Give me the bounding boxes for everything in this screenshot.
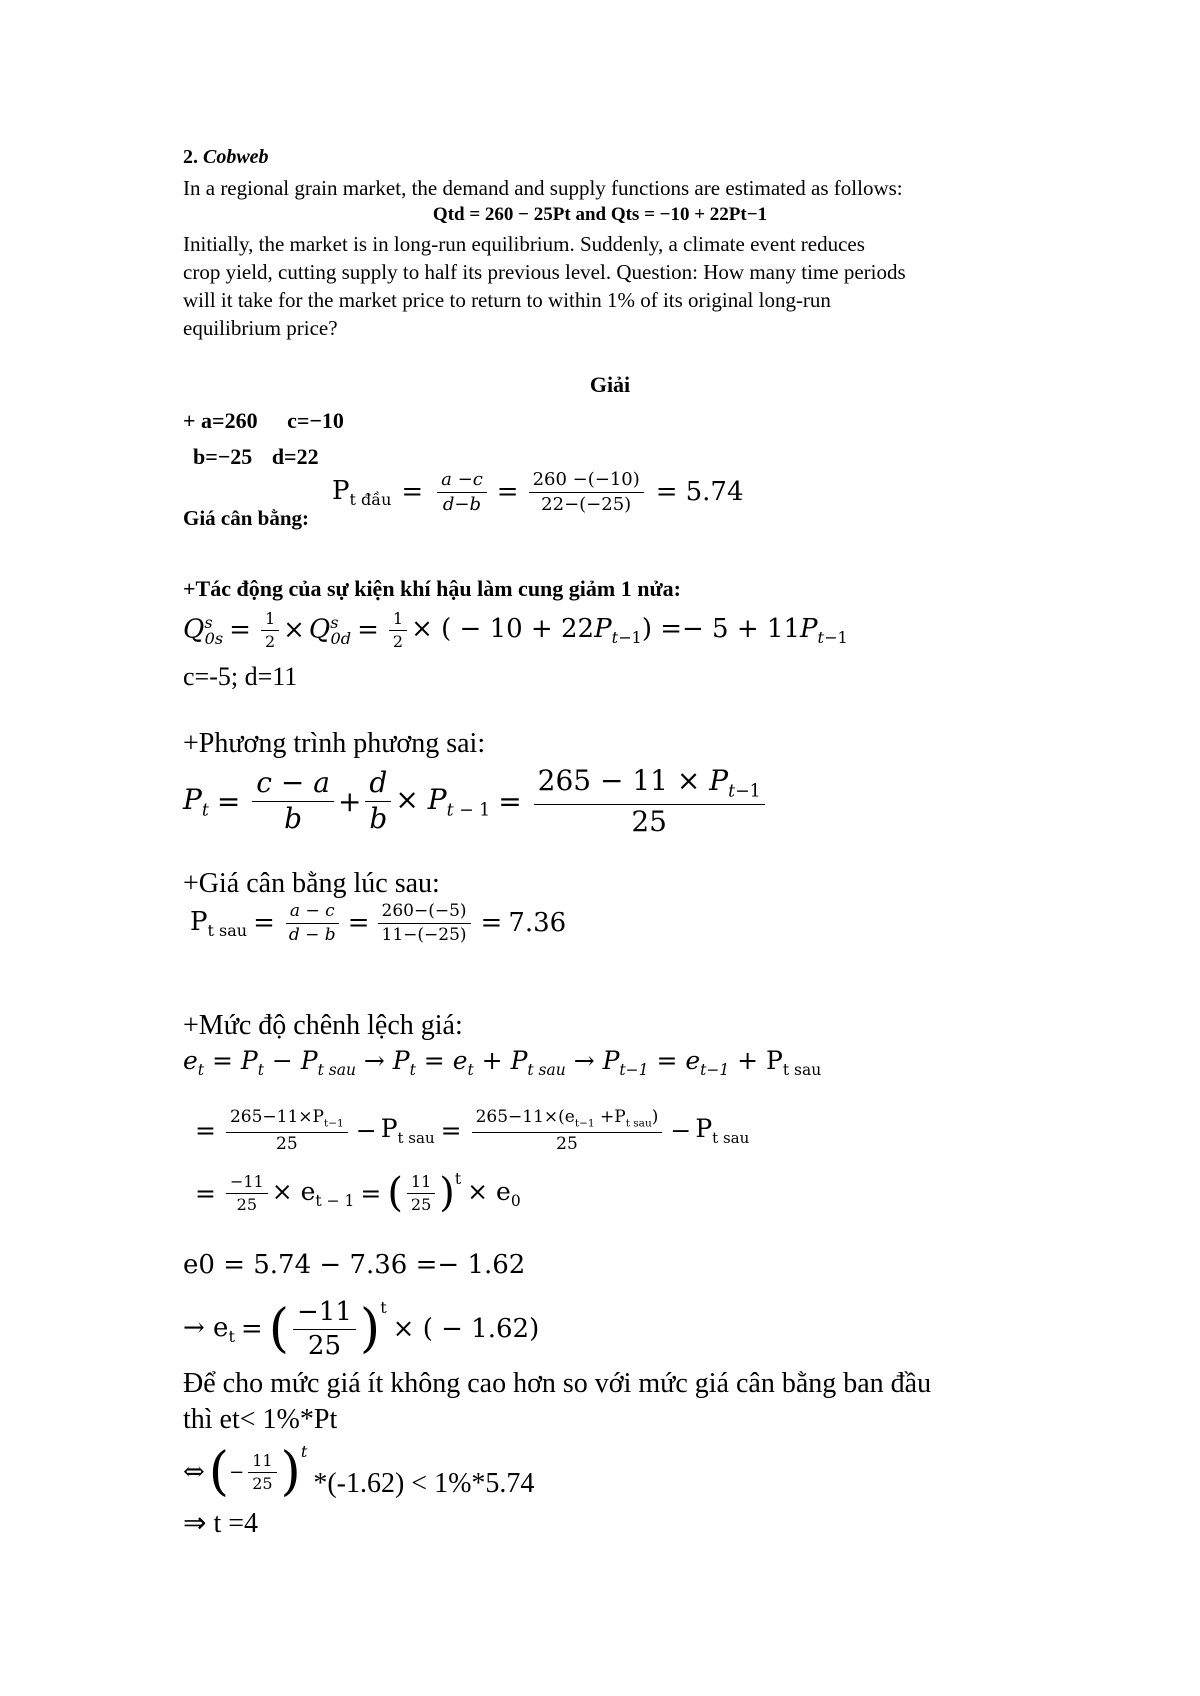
demand-equation: Qtd = 260 − 25Pt bbox=[432, 204, 571, 225]
solution-heading: Giải bbox=[589, 372, 631, 397]
step1-title: +Tác động của sự kiện khí hậu làm cung giảm 1 nửa: bbox=[183, 576, 681, 601]
step4-derivation-2: = $\frac{-11}{25}$ × $e_{t - 1}$ = ( $\frac{11}{25}$ ) $^t$ × $e_0$ bbox=[195, 1170, 521, 1216]
problem-paragraph-line: crop yield, cutting supply to half its previous level. Question: How many time periods bbox=[183, 260, 906, 284]
step4-title: +Mức độ chênh lệch giá: bbox=[183, 1010, 463, 1041]
step3-formula: $P_{t sau}$ = $\frac{a - c}{d - b}$ = $\frac{260-(-5)}{11-(-25)}$ = 7.36 bbox=[190, 901, 567, 945]
equation-and: and bbox=[575, 204, 607, 225]
problem-intro: In a regional grain market, the demand and supply functions are estimated as follows: bbox=[183, 176, 903, 200]
answer-line: ⇒ t =4 bbox=[183, 1508, 259, 1539]
supply-equation: Qts = −10 + 22Pt−1 bbox=[610, 204, 768, 225]
step3-title: +Giá cân bằng lúc sau: bbox=[183, 868, 440, 899]
param-b: b=−25 bbox=[193, 444, 253, 469]
params-line-1 bbox=[183, 408, 344, 434]
problem-title: Cobweb bbox=[203, 146, 269, 168]
problem-paragraph-line: Initially, the market is in long-run equilibrium. Suddenly, a climate event reduces bbox=[183, 232, 865, 256]
problem-paragraph-line: equilibrium price? bbox=[183, 316, 338, 340]
step1-cd: c=-5; d=11 bbox=[183, 662, 298, 691]
problem-equations bbox=[0, 204, 1200, 226]
problem-number: 2. bbox=[183, 146, 198, 168]
step2-title: +Phương trình phương sai: bbox=[183, 728, 486, 759]
step2-formula: $P_t$ = $\frac{c - a}{b}$ + $\frac{d}{b}$ × $P_{t - 1}$ = $\frac{265 - 11 \times P_{t-1}}{25}$ bbox=[183, 766, 769, 837]
params-line-2 bbox=[193, 444, 319, 470]
e0-line: e0 = 5.74 − 7.36 =− 1.62 bbox=[183, 1250, 526, 1280]
condition-line-1: Để cho mức giá ít không cao hơn so với mức giá cân bằng ban đầu bbox=[183, 1368, 932, 1399]
eq-price-formula: $P_{t đầu}$ = $\frac{a -c}{d-b}$ = $\frac{260 -(-10)}{22-(-25)}$ = 5.74 bbox=[332, 469, 744, 515]
eq-price-label: Giá cân bằng: bbox=[183, 506, 310, 530]
problem-heading bbox=[183, 146, 269, 169]
problem-paragraph-line: will it take for the market price to return to within 1% of its original long-run bbox=[183, 288, 831, 312]
param-c: c=−10 bbox=[287, 408, 344, 433]
et-formula: → $e_t$ = ( $\frac{-11}{25}$ ) $^t$ × ( − 1.62) bbox=[183, 1297, 540, 1361]
inequality-line: ⇔ ( − $\frac{11}{25}$ ) $^t$ *(-1.62) < 1%*5.74 bbox=[183, 1442, 535, 1502]
param-d: d=22 bbox=[271, 444, 319, 469]
step4-relation: $e_t = P_t - P_{t sau} \to P_t = e_t + P_{t sau} \to P_{t-1} = e_{t-1} + P_{t sau}$ bbox=[183, 1046, 822, 1079]
step4-derivation-1: = $\frac{265-11\times P_{t-1}}{25}$ − $P_{t sau}$ = $\frac{265-11\times(e_{t-1} +P_{t sau})}{25}$ − $P_{t sau}$ bbox=[195, 1107, 750, 1154]
condition-line-2: thì et< 1%*Pt bbox=[183, 1404, 338, 1435]
inequality-tail: *(-1.62) < 1%*5.74 bbox=[313, 1468, 535, 1499]
param-a: + a=260 bbox=[183, 408, 258, 433]
step1-formula: $Q^s_{0s}$ = $\frac{1}{2}$ × $Q^s_{0d}$ = $\frac{1}{2}$ × ( − $10 + 22P_{t-1}) =- 5 + 11P_{t-1}$ bbox=[183, 609, 848, 651]
